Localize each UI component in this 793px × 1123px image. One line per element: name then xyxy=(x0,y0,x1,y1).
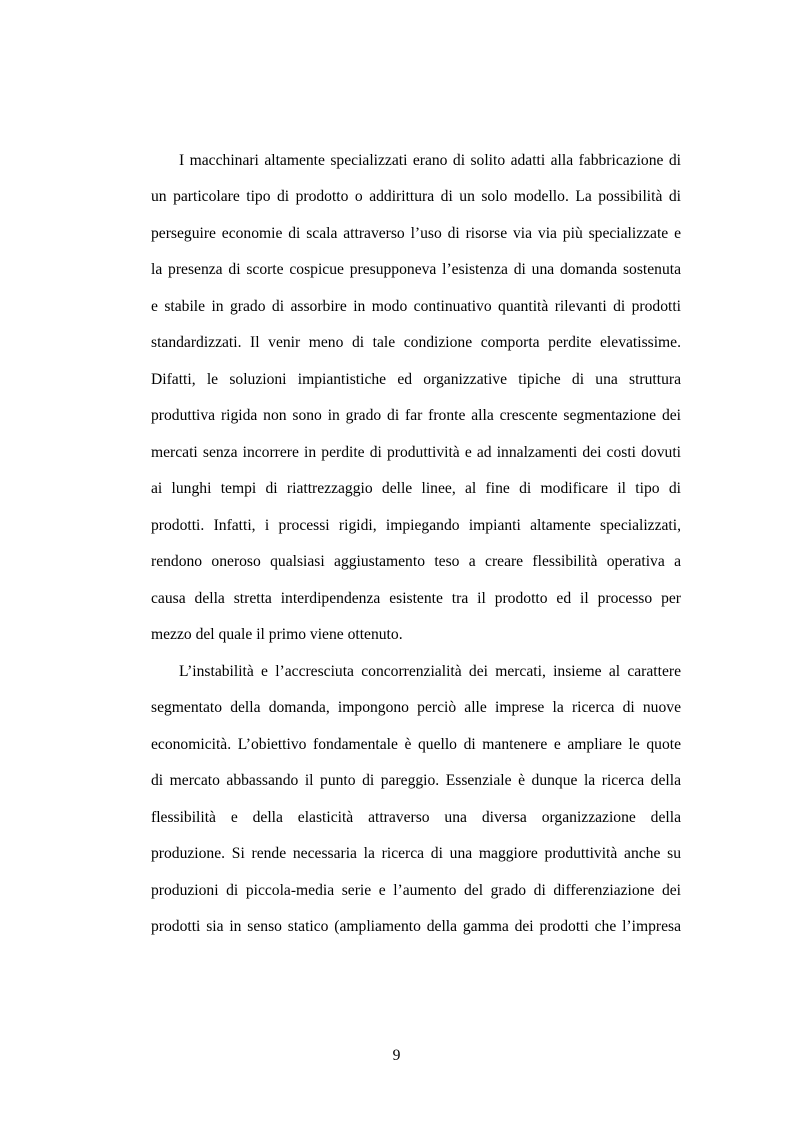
paragraph-1-line-1: I macchinari altamente specializzati erano di solito adatti alla fabbricazione di xyxy=(179,152,681,169)
paragraph-2-line-8: prodotti sia in senso statico (ampliamento della gamma dei prodotti che l’impresa xyxy=(151,918,681,935)
paragraph-1-line-5: e stabile in grado di assorbire in modo continuativo quantità rilevanti di prodotti xyxy=(151,298,681,315)
page-number: 9 xyxy=(392,1047,401,1064)
paragraph-2-line-2: segmentato della domanda, impongono perciò alle imprese la ricerca di nuove xyxy=(151,699,681,716)
paragraph-1-line-13: causa della stretta interdipendenza esistente tra il prodotto ed il processo per xyxy=(151,590,681,607)
paragraph-1-line-11: prodotti. Infatti, i processi rigidi, impiegando impianti altamente specializzati, xyxy=(151,517,681,534)
paragraph-1-line-3: perseguire economie di scala attraverso l’uso di risorse via via più specializzate e xyxy=(151,225,681,242)
paragraph-1-line-8: produttiva rigida non sono in grado di far fronte alla crescente segmentazione dei xyxy=(151,407,681,424)
paragraph-2-line-6: produzione. Si rende necessaria la ricerca di una maggiore produttività anche su xyxy=(151,845,681,862)
paragraph-2-line-7: produzioni di piccola-media serie e l’aumento del grado di differenziazione dei xyxy=(151,882,681,899)
paragraph-1-line-14: mezzo del quale il primo viene ottenuto. xyxy=(151,626,403,643)
paragraph-1-line-4: la presenza di scorte cospicue presupponeva l’esistenza di una domanda sostenuta xyxy=(151,261,681,278)
paragraph-1-line-7: Difatti, le soluzioni impiantistiche ed organizzative tipiche di una struttura xyxy=(151,371,681,388)
body-text xyxy=(151,0,681,1000)
paragraph-2-line-3: economicità. L’obiettivo fondamentale è quello di mantenere e ampliare le quote xyxy=(151,736,681,753)
paragraph-1-line-10: ai lunghi tempi di riattrezzaggio delle linee, al fine di modificare il tipo di xyxy=(151,480,681,497)
paragraph-1-line-2: un particolare tipo di prodotto o addirittura di un solo modello. La possibilità di xyxy=(151,188,681,205)
paragraph-2-line-1: L’instabilità e l’accresciuta concorrenzialità dei mercati, insieme al carattere xyxy=(179,663,681,680)
paragraph-2-line-5: flessibilità e della elasticità attraverso una diversa organizzazione della xyxy=(151,809,681,826)
paragraph-1-line-9: mercati senza incorrere in perdite di produttività e ad innalzamenti dei costi dovuti xyxy=(151,444,681,461)
paragraph-1-line-6: standardizzati. Il venir meno di tale condizione comporta perdite elevatissime. xyxy=(151,334,681,351)
paragraph-1-line-12: rendono oneroso qualsiasi aggiustamento teso a creare flessibilità operativa a xyxy=(151,553,681,570)
paragraph-2-line-4: di mercato abbassando il punto di pareggio. Essenziale è dunque la ricerca della xyxy=(151,772,681,789)
